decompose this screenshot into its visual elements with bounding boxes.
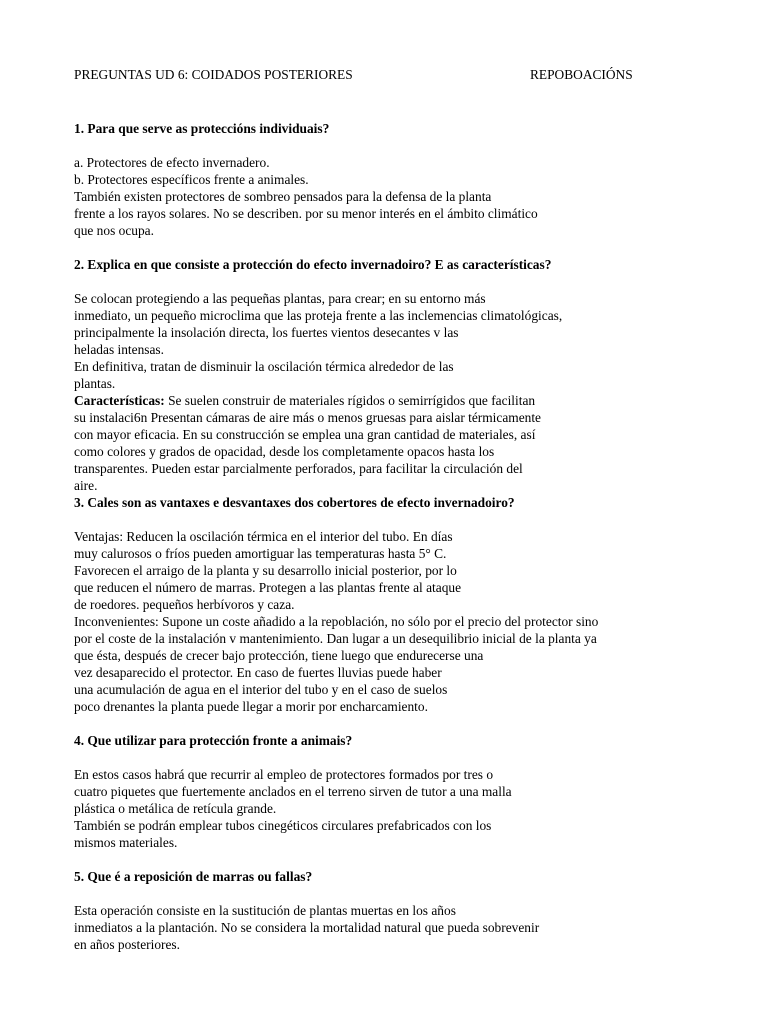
paragraph-line: frente a los rayos solares. No se describen. por su menor interés en el ámbito climático <box>74 206 538 221</box>
paragraph-line: en años posteriores. <box>74 937 180 952</box>
paragraph-line: mismos materiales. <box>74 835 178 850</box>
paragraph-line: Esta operación consiste en la sustitución de plantas muertas en los años <box>74 903 456 918</box>
paragraph-line: que nos ocupa. <box>74 223 154 238</box>
paragraph-line: transparentes. Pueden estar parcialmente perforados, para facilitar la circulación del <box>74 461 523 476</box>
paragraph-line: En estos casos habrá que recurrir al empleo de protectores formados por tres o <box>74 767 494 782</box>
paragraph-line: como colores y grados de opacidad, desde los completamente opacos hasta los <box>74 444 495 459</box>
characteristics-text: Se suelen construir de materiales rígidos o semirrígidos que facilitan <box>164 393 536 408</box>
paragraph-line: plástica o metálica de retícula grande. <box>74 801 277 816</box>
question-5-title: 5. Que é a reposición de marras ou fallas? <box>74 869 313 884</box>
document-page <box>74 66 694 953</box>
question-1-title: 1. Para que serve as proteccións individuais? <box>74 121 330 136</box>
paragraph-line: poco drenantes la planta puede llegar a morir por encharcamiento. <box>74 699 428 714</box>
document-header <box>74 66 694 83</box>
paragraph-line: Ventajas: Reducen la oscilación térmica en el interior del tubo. En días <box>74 529 453 544</box>
paragraph-line: que ésta, después de crecer bajo protección, tiene luego que endurecerse una <box>74 648 484 663</box>
paragraph-line: En definitiva, tratan de disminuir la oscilación térmica alrededor de las <box>74 359 454 374</box>
paragraph-line: principalmente la insolación directa, los fuertes vientos desecantes v las <box>74 325 459 340</box>
question-1-section <box>74 120 694 239</box>
question-4-title: 4. Que utilizar para protección fronte a animais? <box>74 733 353 748</box>
paragraph-line: una acumulación de agua en el interior del tubo y en el caso de suelos <box>74 682 448 697</box>
paragraph-line: aire. <box>74 478 98 493</box>
header-subject: REPOBOACIÓNS <box>530 67 633 82</box>
paragraph-line: su instalaci6n Presentan cámaras de aire más o menos gruesas para aislar térmicamente <box>74 410 541 425</box>
question-5-section <box>74 868 694 953</box>
paragraph-line: inmediatos a la plantación. No se considera la mortalidad natural que pueda sobrevenir <box>74 920 540 935</box>
paragraph-line: plantas. <box>74 376 116 391</box>
paragraph-line: cuatro piquetes que fuertemente anclados en el terreno sirven de tutor a una malla <box>74 784 512 799</box>
paragraph-line: a. Protectores de efecto invernadero. <box>74 155 270 170</box>
question-4-section <box>74 732 694 851</box>
paragraph-line: vez desaparecido el protector. En caso de fuertes lluvias puede haber <box>74 665 442 680</box>
paragraph-line: inmediato, un pequeño microclima que las proteja frente a las inclemencias climatológicas, <box>74 308 563 323</box>
question-2-title: 2. Explica en que consiste a protección do efecto invernadoiro? E as características? <box>74 257 552 272</box>
characteristics-line <box>74 392 694 409</box>
paragraph-line: heladas intensas. <box>74 342 164 357</box>
paragraph-line: de roedores. pequeños herbívoros y caza. <box>74 597 295 612</box>
paragraph-line: Se colocan protegiendo a las pequeñas plantas, para crear; en su entorno más <box>74 291 486 306</box>
paragraph-line: b. Protectores específicos frente a animales. <box>74 172 309 187</box>
paragraph-line: Inconvenientes: Supone un coste añadido a la repoblación, no sólo por el precio del protector sino <box>74 614 599 629</box>
header-title: PREGUNTAS UD 6: COIDADOS POSTERIORES <box>74 67 353 82</box>
paragraph-line: por el coste de la instalación v mantenimiento. Dan lugar a un desequilibrio inicial de la planta ya <box>74 631 597 646</box>
paragraph-line: que reducen el número de marras. Protegen a las plantas frente al ataque <box>74 580 462 595</box>
characteristics-label: Características: <box>74 393 165 408</box>
paragraph-line: También se podrán emplear tubos cinegéticos circulares prefabricados con los <box>74 818 492 833</box>
question-3-section <box>74 494 694 715</box>
paragraph-line: con mayor eficacia. En su construcción se emplea una gran cantidad de materiales, así <box>74 427 536 442</box>
question-2-section <box>74 256 694 494</box>
question-3-title: 3. Cales son as vantaxes e desvantaxes dos cobertores de efecto invernadoiro? <box>74 495 515 510</box>
paragraph-line: También existen protectores de sombreo pensados para la defensa de la planta <box>74 189 492 204</box>
paragraph-line: muy calurosos o fríos pueden amortiguar las temperaturas hasta 5° C. <box>74 546 447 561</box>
paragraph-line: Favorecen el arraigo de la planta y su desarrollo inicial posterior, por lo <box>74 563 457 578</box>
